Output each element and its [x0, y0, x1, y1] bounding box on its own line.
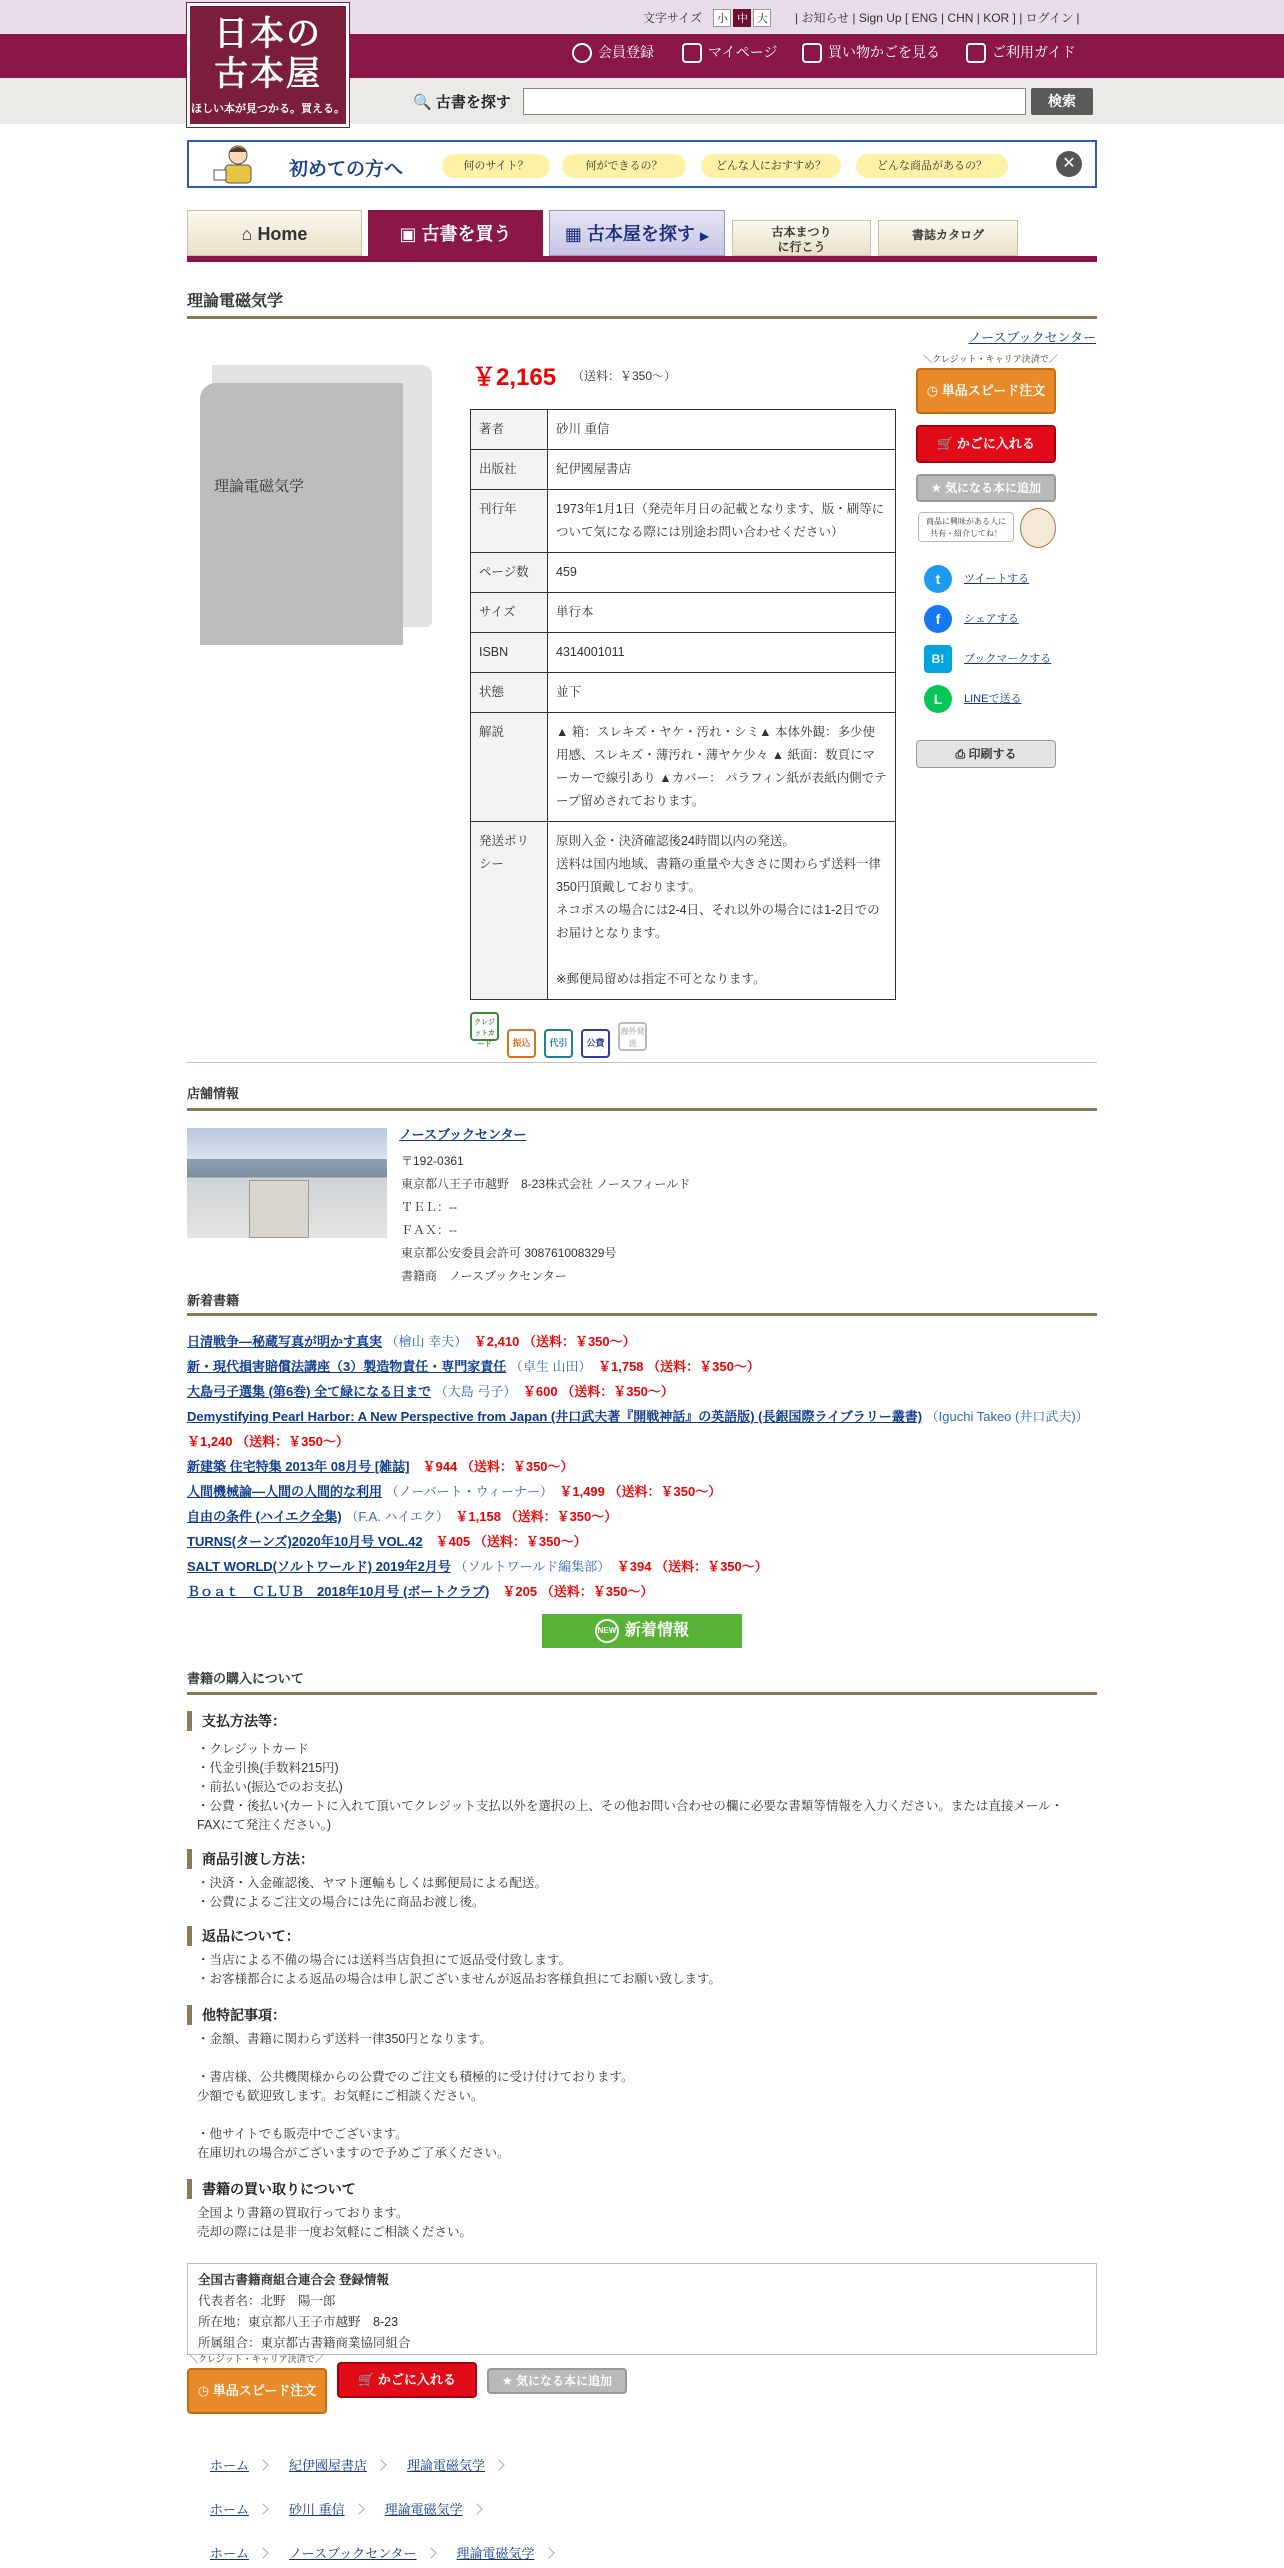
- cart-icon: 🛒: [358, 2372, 375, 2387]
- guide-pill-recommend[interactable]: どんな人におすすめ？: [701, 154, 841, 178]
- home-icon: ⌂: [241, 224, 253, 244]
- new-book-title-link[interactable]: Demystifying Pearl Harbor: A New Perspective from Japan (井口武夫著『開戦神話』の英語版) (長銀国際ライブラリー叢書): [187, 1409, 923, 1424]
- speed-order-button[interactable]: ◷ 単品スピード注文: [916, 368, 1056, 414]
- share-hatena-bookmark[interactable]: [924, 645, 1051, 673]
- detail-value: 紀伊國屋書店: [548, 450, 896, 490]
- detail-value: 1973年1月1日（発売年月日の記載となります、版・刷等について気になる際には別途お問い合わせください）: [548, 490, 896, 553]
- share-label[interactable]: シェアする: [964, 612, 1019, 625]
- detail-key: ページ数: [471, 553, 548, 593]
- new-book-shipping: （送料：￥350～）: [522, 1334, 636, 1349]
- font-size-label: 文字サイズ: [643, 11, 703, 25]
- detail-key: 発送ポリシー: [471, 822, 548, 1000]
- store-info: [401, 1150, 690, 1288]
- info-line: 少額でも歓迎致します。お気軽にご相談ください。: [197, 2089, 484, 2103]
- wishlist-button-bottom[interactable]: ★ 気になる本に追加: [487, 2368, 627, 2394]
- search-button[interactable]: 検索: [1031, 88, 1093, 115]
- util-links: | お知らせ | Sign Up [ ENG | CHN | KOR ] | ログイン |: [795, 11, 1080, 25]
- detail-row: [471, 713, 896, 822]
- chevron-right-icon: [493, 2459, 504, 2470]
- store-photo: [187, 1128, 387, 1238]
- hatena-bookmark-icon: B!: [924, 645, 952, 673]
- share-twitter[interactable]: [924, 565, 1029, 593]
- info-line: ・公費によるご注文の場合には先に商品お渡し後。: [197, 1895, 485, 1909]
- new-book-price: ￥405: [435, 1534, 471, 1549]
- new-book-item: [187, 1529, 1097, 1554]
- detail-key: 出版社: [471, 450, 548, 490]
- info-line: ・金額、書籍に関わらず送料一律350円となります。: [197, 2032, 492, 2046]
- cc-note: ＼クレジット・キャリア決済で／: [923, 354, 1058, 364]
- detail-row: [471, 450, 896, 490]
- detail-row: [471, 593, 896, 633]
- price: ￥2,165: [472, 364, 557, 391]
- purchase-rule: [187, 1692, 1097, 1695]
- new-book-author[interactable]: （卓生 山田）: [509, 1359, 585, 1374]
- book-cover-image: [200, 365, 435, 645]
- association-member: 所属組合：東京都古書籍商業協同組合: [198, 2336, 411, 2350]
- buyback-heading: 書籍の買い取りについて: [187, 2179, 356, 2199]
- chevron-right-icon: [353, 2503, 364, 2514]
- tab-festival[interactable]: 古本まつり に行こう: [732, 220, 871, 256]
- breadcrumb-link[interactable]: ノースブックセンター: [289, 2546, 417, 2561]
- guide-pill-products[interactable]: どんな商品があるの？: [856, 154, 1008, 178]
- new-book-price: ￥1,499: [559, 1484, 605, 1499]
- other-list: [197, 2030, 634, 2163]
- nav-mypage[interactable]: [682, 42, 777, 63]
- new-book-price: ￥1,758: [598, 1359, 644, 1374]
- chevron-right-icon: ▶: [699, 229, 710, 243]
- new-books-heading: 新着書籍: [187, 1293, 240, 1308]
- nav-register-label: 会員登録: [598, 44, 654, 60]
- detail-row: [471, 553, 896, 593]
- tab-catalog[interactable]: 書誌カタログ: [878, 220, 1018, 256]
- font-size-control: [643, 9, 771, 27]
- transfer-icon: 振込: [507, 1029, 536, 1058]
- chevron-right-icon: [257, 2547, 268, 2558]
- detail-value: 459: [548, 553, 896, 593]
- info-line: [197, 2049, 634, 2068]
- detail-row: [471, 673, 896, 713]
- info-line: ・当店による不備の場合には送料当店負担にて返品受付致します。: [197, 1953, 572, 1967]
- new-book-shipping: （送料：￥350～）: [460, 1459, 574, 1474]
- share-line[interactable]: [924, 685, 1021, 713]
- new-book-item: [187, 1554, 1097, 1579]
- chevron-right-icon: [425, 2547, 436, 2558]
- facebook-icon: f: [924, 605, 952, 633]
- detail-key: 著者: [471, 410, 548, 450]
- mypage-icon: [682, 43, 702, 63]
- share-label[interactable]: ツイートする: [964, 572, 1030, 585]
- payment-list: [197, 1740, 1077, 1835]
- new-info-button[interactable]: NEW 新着情報: [542, 1614, 742, 1648]
- detail-value: ▲ 箱：スレキズ・ヤケ・汚れ・シミ▲ 本体外観：多少使用感、スレキズ・薄汚れ・薄ヤケ少々 ▲ 紙面：数頁にマーカーで線引あり ▲カバー： パラフィン紙が表紙内側でテープ留めされております。: [548, 713, 896, 822]
- book-cover: [200, 383, 403, 645]
- breadcrumb-link[interactable]: 理論電磁気学: [456, 2546, 535, 2561]
- cc-note-bottom: ＼クレジット・キャリア決済で／: [189, 2354, 324, 2364]
- info-line: ・クレジットカード: [197, 1742, 309, 1756]
- credit-card-icon: クレジットカード: [470, 1012, 499, 1041]
- info-line: 全国より書籍の買取行っております。: [197, 2206, 409, 2220]
- public-fund-icon: 公費: [581, 1029, 610, 1058]
- payment-icons: [470, 1012, 655, 1058]
- info-line: [197, 2106, 634, 2125]
- info-line: 売却の際には是非一度お気軽にご相談ください。: [197, 2225, 473, 2239]
- detail-value: 単行本: [548, 593, 896, 633]
- new-book-price: ￥1,240: [187, 1434, 233, 1449]
- store-type: 書籍商 ノースブックセンター: [401, 1269, 567, 1283]
- breadcrumb-link[interactable]: ホーム: [210, 2546, 250, 2561]
- search-input[interactable]: [523, 88, 1026, 115]
- print-button[interactable]: ⎙ 印刷する: [916, 740, 1056, 768]
- util-eng[interactable]: [ ENG: [904, 11, 938, 25]
- new-book-item: [187, 1479, 1097, 1504]
- detail-key: 刊行年: [471, 490, 548, 553]
- nav-guide[interactable]: [966, 42, 1076, 63]
- detail-value: 砂川 重信: [548, 410, 896, 450]
- speed-order-button-bottom[interactable]: ◷ 単品スピード注文: [187, 2368, 327, 2414]
- add-to-cart-button[interactable]: 🛒 かごに入れる: [916, 425, 1056, 463]
- new-badge-icon: NEW: [595, 1619, 619, 1643]
- cod-icon: 代引: [544, 1029, 573, 1058]
- new-book-item: [187, 1404, 1097, 1454]
- detail-value: 4314001011: [548, 633, 896, 673]
- breadcrumb: [210, 2455, 525, 2474]
- tab-buy[interactable]: ▣ 古書を買う: [368, 210, 543, 256]
- new-book-price: ￥1,158: [455, 1509, 501, 1524]
- store-address: 東京都八王子市越野 8-23株式会社 ノースフィールド: [401, 1177, 691, 1191]
- printer-icon: ⎙: [955, 747, 966, 761]
- association-title: 全国古書籍商組合連合会 登録情報: [198, 2273, 389, 2287]
- new-book-author[interactable]: （大島 弓子）: [434, 1384, 510, 1399]
- add-to-cart-button-bottom[interactable]: 🛒 かごに入れる: [337, 2362, 477, 2398]
- new-books-rule: [187, 1313, 1097, 1316]
- new-book-shipping: （送料：￥350～）: [473, 1534, 587, 1549]
- tab-underline: [187, 256, 1097, 262]
- cart-icon: [802, 43, 822, 63]
- association-box: [187, 2263, 1097, 2355]
- cart-icon: 🛒: [937, 436, 954, 451]
- new-book-price: ￥944: [422, 1459, 458, 1474]
- new-book-title-link[interactable]: 新建築 住宅特集 2013年 08月号 [雑誌]: [187, 1459, 410, 1474]
- association-addr: 所在地：東京都八王子市越野 8-23: [198, 2315, 399, 2329]
- detail-row: [471, 410, 896, 450]
- page-title: 理論電磁気学: [187, 293, 284, 310]
- detail-value: 並下: [548, 673, 896, 713]
- info-line: ・お客様都合による返品の場合は申し訳ございませんが返品お客様負担にてお願い致します。: [197, 1972, 722, 1986]
- store-name-link[interactable]: ノースブックセンター: [399, 1127, 527, 1142]
- store-license: 東京都公安委員会許可 308761008329号: [401, 1246, 617, 1260]
- info-line: ・他サイトでも販売中でございます。: [197, 2127, 408, 2141]
- new-book-shipping: （送料：￥350～）: [504, 1509, 618, 1524]
- new-book-title-link[interactable]: 自由の条件 (ハイエク全集): [187, 1509, 342, 1524]
- font-size-large[interactable]: 大: [753, 9, 771, 27]
- detail-row: [471, 633, 896, 673]
- new-book-item: [187, 1329, 1097, 1354]
- util-news[interactable]: お知らせ: [801, 11, 850, 25]
- store-fax: ＦＡＸ：--: [401, 1223, 457, 1237]
- breadcrumb-link[interactable]: 理論電磁気学: [407, 2458, 486, 2473]
- title-rule: [187, 316, 1097, 319]
- nav-mypage-label: マイページ: [708, 44, 778, 60]
- font-size-medium[interactable]: 中: [733, 9, 751, 27]
- info-line: ・代金引換(手数料215円): [197, 1761, 339, 1775]
- clock-icon: ◷: [926, 383, 939, 398]
- new-book-price: ￥600: [522, 1384, 558, 1399]
- line-icon: L: [924, 685, 952, 713]
- new-book-title-link[interactable]: SALT WORLD(ソルトワールド) 2019年2月号: [187, 1559, 451, 1574]
- person-icon: [572, 43, 592, 63]
- new-book-author[interactable]: （Iguchi Takeo (井口武夫)）: [925, 1409, 1083, 1424]
- info-line: ・公費・後払い(カートに入れて頂いてクレジット支払以外を選択の上、その他お問い合わせの欄に必要な書類等情報を入力ください。または直接メール・FAXにて発注ください。): [197, 1799, 1064, 1832]
- info-line: 在庫切れの場合がございますので予めご了承ください。: [197, 2146, 510, 2160]
- logo-line2: 古本屋: [214, 54, 322, 94]
- new-book-shipping: （送料：￥350～）: [655, 1559, 768, 1574]
- breadcrumb-link[interactable]: 砂川 重信: [289, 2502, 345, 2517]
- detail-table: [470, 409, 896, 1000]
- guide-icon: [966, 43, 986, 63]
- close-icon[interactable]: ✕: [1056, 151, 1082, 177]
- search-label: 🔍 古書を探す: [413, 94, 511, 111]
- returns-list: [197, 1951, 721, 1989]
- info-line: ・書店様、公共機関様からの公費でのご注文も積極的に受け付けております。: [197, 2070, 634, 2084]
- info-line: ・決済・入金確認後、ヤマト運輸もしくは郵便局による配送。: [197, 1876, 548, 1890]
- twitter-icon: t: [924, 565, 952, 593]
- nav-cart[interactable]: [802, 42, 940, 63]
- share-label[interactable]: LINEで送る: [964, 692, 1022, 705]
- new-book-shipping: （送料：￥350～）: [236, 1434, 349, 1449]
- nav-guide-label: ご利用ガイド: [992, 44, 1076, 60]
- buyback-list: [197, 2204, 472, 2242]
- detail-row: [471, 490, 896, 553]
- shipping-note: （送料：￥350～）: [572, 369, 677, 383]
- util-kor[interactable]: KOR ]: [983, 11, 1016, 25]
- new-book-title-link[interactable]: 大島弓子選集 (第6巻) 全て緑になる日まで: [187, 1384, 432, 1399]
- new-book-item: [187, 1504, 1097, 1529]
- buy-book-icon: ▣: [399, 224, 417, 244]
- guide-pill-what-site[interactable]: 何のサイト？: [442, 154, 550, 178]
- detail-key: 解説: [471, 713, 548, 822]
- other-heading: 他特記事項：: [187, 2005, 286, 2025]
- new-book-price: ￥2,410: [473, 1334, 520, 1349]
- store-heading: 店舗情報: [187, 1086, 240, 1101]
- detail-value: 原則入金・決済確認後24時間以内の発送。 送料は国内地域、書籍の重量や大きさに関わらず送料一律350円頂戴しております。 ネコポスの場合には2-4日、それ以外の場合には1-2日でのお届けとなります。 ※郵便局留めは指定不可となります。: [548, 822, 896, 1000]
- breadcrumb-link[interactable]: 紀伊國屋書店: [289, 2458, 368, 2473]
- store-rule: [187, 1108, 1097, 1111]
- seller-link[interactable]: ノースブックセンター: [968, 330, 1096, 345]
- payment-heading: 支払方法等：: [187, 1711, 286, 1731]
- detail-row: [471, 822, 896, 1000]
- chevron-right-icon: [375, 2459, 386, 2470]
- breadcrumb-link[interactable]: 理論電磁気学: [384, 2502, 463, 2517]
- returns-heading: 返品について：: [187, 1926, 300, 1946]
- new-book-price: ￥394: [616, 1559, 652, 1574]
- wishlist-button[interactable]: ★ 気になる本に追加: [916, 474, 1056, 502]
- util-login[interactable]: ログイン: [1025, 11, 1074, 25]
- star-icon: ★: [930, 481, 942, 495]
- util-chn[interactable]: CHN: [947, 11, 974, 25]
- store-tel: ＴＥＬ：--: [401, 1200, 457, 1214]
- font-size-small[interactable]: 小: [713, 9, 731, 27]
- breadcrumb: [210, 2499, 503, 2518]
- new-book-author[interactable]: （ソルトワールド編集部）: [454, 1559, 604, 1574]
- purchase-heading: 書籍の購入について: [187, 1671, 304, 1686]
- new-book-price: ￥205: [502, 1584, 538, 1599]
- share-label[interactable]: ブックマークする: [964, 652, 1052, 665]
- site-logo[interactable]: [187, 3, 349, 127]
- first-time-guide: [187, 140, 1097, 188]
- grid-icon: ▦: [564, 224, 582, 244]
- guide-person-icon: [209, 144, 267, 184]
- new-book-item: [187, 1579, 1097, 1604]
- new-book-author[interactable]: （檜山 幸夫）: [385, 1334, 461, 1349]
- info-line: ・前払い(振込でのお支払): [197, 1780, 343, 1794]
- recommend-note: 商品に興味がある人に 共有・紹介してね！: [918, 512, 1014, 542]
- breadcrumb-link[interactable]: ホーム: [210, 2458, 250, 2473]
- chevron-right-icon: [543, 2547, 554, 2558]
- new-book-title-link[interactable]: 新・現代損害賠償法講座（3）製造物責任・専門家責任: [187, 1359, 507, 1374]
- breadcrumb: [210, 2543, 575, 2562]
- new-book-author[interactable]: （F.A. ハイエク）: [345, 1509, 443, 1524]
- chevron-right-icon: [471, 2503, 482, 2514]
- logo-line1: 日本の: [214, 14, 322, 54]
- share-facebook[interactable]: [924, 605, 1019, 633]
- nav-register[interactable]: [572, 42, 654, 63]
- breadcrumb-link[interactable]: ホーム: [210, 2502, 250, 2517]
- tab-find-store[interactable]: ▦ 古本屋を探す ▶: [549, 210, 725, 256]
- divider: [187, 1062, 1097, 1063]
- new-book-item: [187, 1354, 1097, 1379]
- new-book-shipping: （送料：￥350～）: [561, 1384, 674, 1399]
- delivery-heading: 商品引渡し方法：: [187, 1849, 314, 1869]
- overseas-icon: 海外発送: [618, 1022, 647, 1051]
- new-book-shipping: （送料：￥350～）: [647, 1359, 760, 1374]
- star-icon: ★: [501, 2374, 513, 2388]
- nav-cart-label: 買い物かごを見る: [828, 44, 940, 60]
- detail-key: サイズ: [471, 593, 548, 633]
- new-book-title-link[interactable]: 人間機械論―人間の人間的な利用: [187, 1484, 383, 1499]
- new-book-shipping: （送料：￥350～）: [540, 1584, 654, 1599]
- logo-tagline: ほしい本が見つかる。買える。: [191, 103, 345, 115]
- new-books-list: [187, 1329, 1097, 1604]
- new-book-item: [187, 1379, 1097, 1404]
- tab-home[interactable]: ⌂ Home: [187, 210, 362, 256]
- detail-key: 状態: [471, 673, 548, 713]
- mascot-icon: [1020, 508, 1056, 548]
- detail-key: ISBN: [471, 633, 548, 673]
- new-book-author[interactable]: （ノーバート・ウィーナー）: [385, 1484, 547, 1499]
- guide-title[interactable]: 初めての方へ: [289, 159, 404, 180]
- association-rep: 代表者名：北野 陽一郎: [198, 2294, 336, 2308]
- guide-pill-what-can[interactable]: 何ができるの？: [562, 154, 686, 178]
- new-book-shipping: （送料：￥350～）: [608, 1484, 722, 1499]
- delivery-list: [197, 1874, 547, 1912]
- store-postal: 〒192-0361: [401, 1154, 464, 1168]
- chevron-right-icon: [257, 2503, 268, 2514]
- util-signup[interactable]: Sign Up: [858, 11, 902, 25]
- book-cover-title: 理論電磁気学: [214, 478, 305, 495]
- clock-icon: ◷: [197, 2383, 210, 2398]
- new-book-title-link[interactable]: TURNS(ターンズ)2020年10月号 VOL.42: [187, 1534, 423, 1549]
- new-book-title-link[interactable]: 日清戦争―秘蔵写真が明かす真実: [187, 1334, 383, 1349]
- new-book-title-link[interactable]: Ｂｏａｔ ＣＬＵＢ 2018年10月号 (ボートクラブ): [187, 1584, 490, 1599]
- new-book-item: [187, 1454, 1097, 1479]
- chevron-right-icon: [257, 2459, 268, 2470]
- search-icon: 🔍: [413, 94, 432, 111]
